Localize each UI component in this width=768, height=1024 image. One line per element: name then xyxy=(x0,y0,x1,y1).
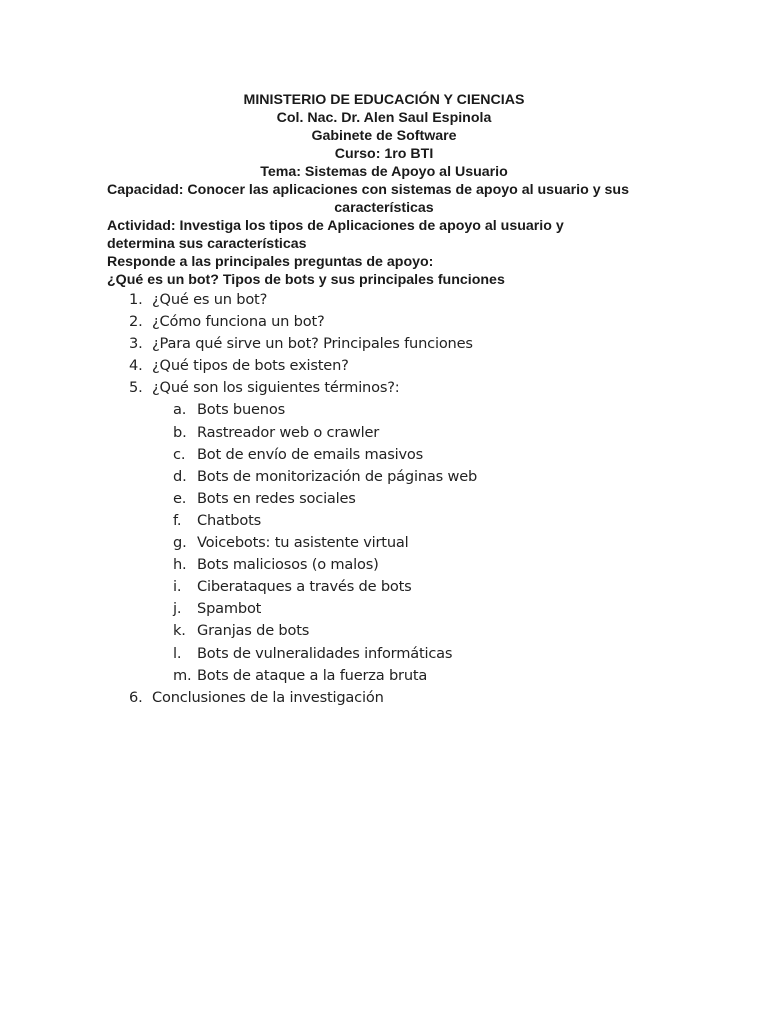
document-header xyxy=(0,91,768,289)
item-letter: j. xyxy=(173,600,182,618)
sublist-item xyxy=(0,510,768,532)
sublist-item xyxy=(0,444,768,466)
item-number: 4. xyxy=(129,357,143,375)
course-label: Curso: 1ro BTI xyxy=(334,146,434,162)
sublist-item xyxy=(0,488,768,510)
sublist-item xyxy=(0,665,768,687)
sublist-item xyxy=(0,532,768,554)
item-text: Bots de monitorización de páginas web xyxy=(197,467,478,485)
item-number: 1. xyxy=(129,291,143,308)
item-text: Bots en redes sociales xyxy=(197,489,356,507)
school-name: Col. Nac. Dr. Alen Saul Espinola xyxy=(276,110,492,126)
section-subtitle: ¿Qué es un bot? Tipos de bots y sus principales funciones xyxy=(107,272,505,288)
capacity-text-line2: características xyxy=(334,200,434,216)
item-text: Granjas de bots xyxy=(197,622,310,640)
item-letter: b. xyxy=(173,423,187,441)
capacity-text-line1: Capacidad: Conocer las aplicaciones con sistemas de apoyo al usuario y sus xyxy=(107,182,629,198)
item-text: Ciberataques a través de bots xyxy=(197,578,412,596)
item-text: Rastreador web o crawler xyxy=(197,423,380,441)
item-text: ¿Qué es un bot? xyxy=(152,291,268,308)
question-list xyxy=(0,289,768,709)
item-text: Bots de ataque a la fuerza bruta xyxy=(197,666,428,684)
topic-label: Tema: Sistemas de Apoyo al Usuario xyxy=(260,164,508,180)
item-letter: k. xyxy=(173,622,186,640)
activity-text-line2: determina sus características xyxy=(107,236,307,252)
item-text: Bots maliciosos (o malos) xyxy=(197,556,379,574)
item-letter: e. xyxy=(173,489,187,507)
sublist-item xyxy=(0,422,768,444)
item-letter: i. xyxy=(173,578,182,596)
item-text: ¿Qué tipos de bots existen? xyxy=(152,357,349,375)
item-letter: m. xyxy=(173,666,192,684)
list-item xyxy=(0,687,768,709)
sublist-item xyxy=(0,620,768,642)
list-item xyxy=(0,333,768,355)
item-text: Conclusiones de la investigación xyxy=(152,688,384,706)
item-text: ¿Para qué sirve un bot? Principales funciones xyxy=(152,335,473,353)
instruction-text: Responde a las principales preguntas de apoyo: xyxy=(107,254,434,270)
ministry-title: MINISTERIO DE EDUCACIÓN Y CIENCIAS xyxy=(243,92,525,108)
list-item xyxy=(0,377,768,399)
item-text: Bots buenos xyxy=(197,401,285,419)
item-letter: c. xyxy=(173,445,186,463)
sublist-item xyxy=(0,598,768,620)
sublist-item xyxy=(0,399,768,421)
item-text: Spambot xyxy=(197,600,262,618)
item-number: 2. xyxy=(129,313,143,331)
item-text: ¿Qué son los siguientes términos?: xyxy=(152,379,400,397)
item-text: ¿Cómo funciona un bot? xyxy=(152,313,325,331)
item-letter: d. xyxy=(173,467,187,485)
sublist-item xyxy=(0,576,768,598)
list-item xyxy=(0,355,768,377)
department-name: Gabinete de Software xyxy=(311,128,457,144)
item-text: Voicebots: tu asistente virtual xyxy=(197,534,409,552)
item-letter: g. xyxy=(173,534,187,552)
item-letter: h. xyxy=(173,556,187,574)
item-number: 6. xyxy=(129,688,143,706)
item-text: Bots de vulneralidades informáticas xyxy=(197,644,453,662)
sublist-item xyxy=(0,466,768,488)
item-number: 5. xyxy=(129,379,143,397)
activity-text-line1: Actividad: Investiga los tipos de Aplicaciones de apoyo al usuario y xyxy=(107,218,564,234)
item-text: Bot de envío de emails masivos xyxy=(197,445,424,463)
list-item xyxy=(0,289,768,311)
item-letter: f. xyxy=(173,511,182,529)
item-number: 3. xyxy=(129,335,143,353)
sublist-item xyxy=(0,554,768,576)
item-text: Chatbots xyxy=(197,511,262,529)
sublist-item xyxy=(0,643,768,665)
item-letter: l. xyxy=(173,644,182,662)
list-item xyxy=(0,311,768,333)
item-letter: a. xyxy=(173,401,187,419)
